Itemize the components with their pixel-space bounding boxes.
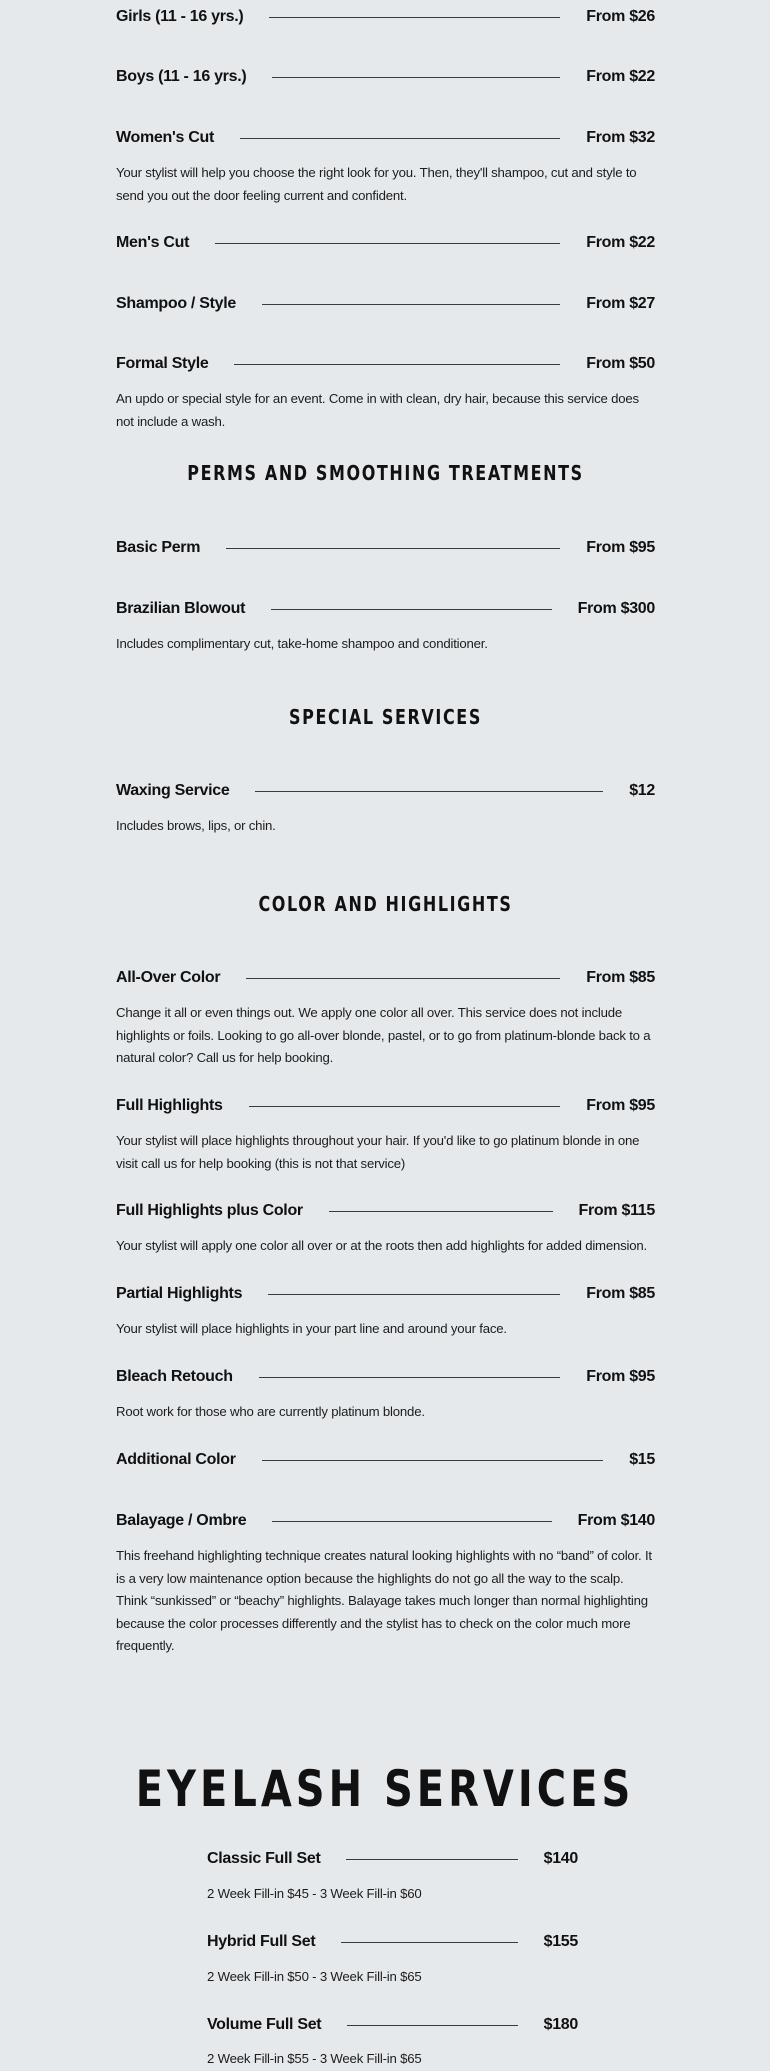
service-row-waxing bbox=[116, 782, 655, 800]
service-row-hybrid-full-set bbox=[207, 1933, 578, 1951]
service-description: This freehand highlighting technique creates natural looking highlights with no “band” of color. It is a very low maintenance option because the highlights do not go all the way to the scalp. Think “sunkissed” or “beachy” highlights. Balayage takes much longer than normal highlighting because the color processes differently and the stylist has to check on the color much more frequently. bbox=[116, 1548, 652, 1653]
service-price: From $95 bbox=[586, 1368, 655, 1385]
service-price: From $50 bbox=[586, 355, 655, 372]
leader-line bbox=[269, 17, 560, 18]
service-name: Girls (11 - 16 yrs.) bbox=[116, 8, 244, 25]
service-name: Classic Full Set bbox=[207, 1850, 321, 1867]
service-row-bleach-retouch bbox=[116, 1368, 655, 1386]
service-row-girls bbox=[116, 8, 655, 26]
service-name: Basic Perm bbox=[116, 539, 201, 556]
leader-line bbox=[226, 548, 560, 549]
service-price: From $95 bbox=[586, 539, 655, 556]
service-price: $155 bbox=[543, 1933, 578, 1950]
section-heading-color: COLOR AND HIGHLIGHTS bbox=[258, 892, 513, 916]
service-row-volume-full-set bbox=[207, 2016, 578, 2034]
service-price: $180 bbox=[543, 2016, 578, 2033]
leader-line bbox=[240, 138, 560, 139]
service-name: Shampoo / Style bbox=[116, 295, 236, 312]
leader-line bbox=[246, 978, 560, 979]
service-description: Your stylist will apply one color all over or at the roots then add highlights for added dimension. bbox=[116, 1238, 647, 1253]
leader-line bbox=[329, 1211, 553, 1212]
service-description: Change it all or even things out. We apply one color all over. This service does not include highlights or foils. Looking to go all-over blonde, pastel, or to go from platinum-blonde back to a natural color? Call us for help booking. bbox=[116, 1005, 651, 1065]
service-name: Formal Style bbox=[116, 355, 209, 372]
leader-line bbox=[262, 304, 560, 305]
service-row-balayage bbox=[116, 1512, 655, 1530]
leader-line bbox=[341, 1942, 517, 1943]
service-row-full-highlights bbox=[116, 1097, 655, 1115]
service-price: From $27 bbox=[586, 295, 655, 312]
service-price: From $85 bbox=[586, 1285, 655, 1302]
service-row-full-highlights-plus-color bbox=[116, 1202, 655, 1220]
service-name: Full Highlights plus Color bbox=[116, 1202, 303, 1219]
service-price: From $22 bbox=[586, 234, 655, 251]
service-price: From $95 bbox=[586, 1097, 655, 1114]
service-row-shampoo-style bbox=[116, 295, 655, 313]
service-name: Partial Highlights bbox=[116, 1285, 243, 1302]
service-price: $140 bbox=[543, 1850, 578, 1867]
service-row-basic-perm bbox=[116, 539, 655, 557]
service-price: From $140 bbox=[577, 1512, 655, 1529]
service-price: From $115 bbox=[578, 1202, 655, 1219]
leader-line bbox=[346, 1859, 517, 1860]
service-name: Additional Color bbox=[116, 1451, 236, 1468]
service-name: Bleach Retouch bbox=[116, 1368, 233, 1385]
service-description: An updo or special style for an event. Come in with clean, dry hair, because this service does not include a wash. bbox=[116, 391, 639, 429]
service-name: Men's Cut bbox=[116, 234, 190, 251]
service-row-mens-cut bbox=[116, 234, 655, 252]
leader-line bbox=[268, 1294, 560, 1295]
leader-line bbox=[272, 77, 560, 78]
eyelash-services-heading: EYELASH SERVICES bbox=[135, 1760, 635, 1818]
service-price: From $85 bbox=[586, 969, 655, 986]
service-description: 2 Week Fill-in $55 - 3 Week Fill-in $65 bbox=[207, 2051, 422, 2066]
service-name: Balayage / Ombre bbox=[116, 1512, 247, 1529]
leader-line bbox=[262, 1460, 604, 1461]
leader-line bbox=[249, 1106, 561, 1107]
service-price: $12 bbox=[629, 782, 655, 799]
leader-line bbox=[259, 1377, 561, 1378]
service-name: Brazilian Blowout bbox=[116, 600, 246, 617]
service-row-classic-full-set bbox=[207, 1850, 578, 1868]
service-row-additional-color bbox=[116, 1451, 655, 1469]
service-description: Your stylist will help you choose the right look for you. Then, they'll shampoo, cut and style to send you out the door feeling current and confident. bbox=[116, 165, 637, 203]
service-name: Hybrid Full Set bbox=[207, 1933, 316, 1950]
service-price: From $32 bbox=[586, 129, 655, 146]
leader-line bbox=[234, 364, 560, 365]
service-name: All-Over Color bbox=[116, 969, 221, 986]
service-name: Volume Full Set bbox=[207, 2016, 322, 2033]
section-heading-special: SPECIAL SERVICES bbox=[289, 705, 482, 729]
service-row-all-over-color bbox=[116, 969, 655, 987]
service-description: Includes complimentary cut, take-home shampoo and conditioner. bbox=[116, 636, 488, 651]
section-heading-perms: PERMS AND SMOOTHING TREATMENTS bbox=[187, 461, 584, 485]
service-description: Root work for those who are currently platinum blonde. bbox=[116, 1404, 425, 1419]
service-description: Your stylist will place highlights in your part line and around your face. bbox=[116, 1321, 507, 1336]
service-price: From $300 bbox=[577, 600, 655, 617]
service-description: 2 Week Fill-in $50 - 3 Week Fill-in $65 bbox=[207, 1969, 422, 1984]
service-row-brazilian-blowout bbox=[116, 600, 655, 618]
service-name: Waxing Service bbox=[116, 782, 230, 799]
service-row-womens-cut bbox=[116, 129, 655, 147]
service-row-formal-style bbox=[116, 355, 655, 373]
service-name: Women's Cut bbox=[116, 129, 214, 146]
service-row-boys bbox=[116, 68, 655, 86]
leader-line bbox=[272, 1521, 551, 1522]
service-description: Includes brows, lips, or chin. bbox=[116, 818, 276, 833]
service-name: Boys (11 - 16 yrs.) bbox=[116, 68, 247, 85]
service-description: 2 Week Fill-in $45 - 3 Week Fill-in $60 bbox=[207, 1886, 422, 1901]
service-price: From $22 bbox=[586, 68, 655, 85]
leader-line bbox=[215, 243, 560, 244]
leader-line bbox=[255, 791, 603, 792]
leader-line bbox=[271, 609, 552, 610]
service-price: $15 bbox=[629, 1451, 655, 1468]
service-description: Your stylist will place highlights throughout your hair. If you'd like to go platinum blonde in one visit call us for help booking (this is not that service) bbox=[116, 1133, 640, 1171]
service-name: Full Highlights bbox=[116, 1097, 223, 1114]
service-price: From $26 bbox=[586, 8, 655, 25]
leader-line bbox=[347, 2025, 517, 2026]
service-row-partial-highlights bbox=[116, 1285, 655, 1303]
